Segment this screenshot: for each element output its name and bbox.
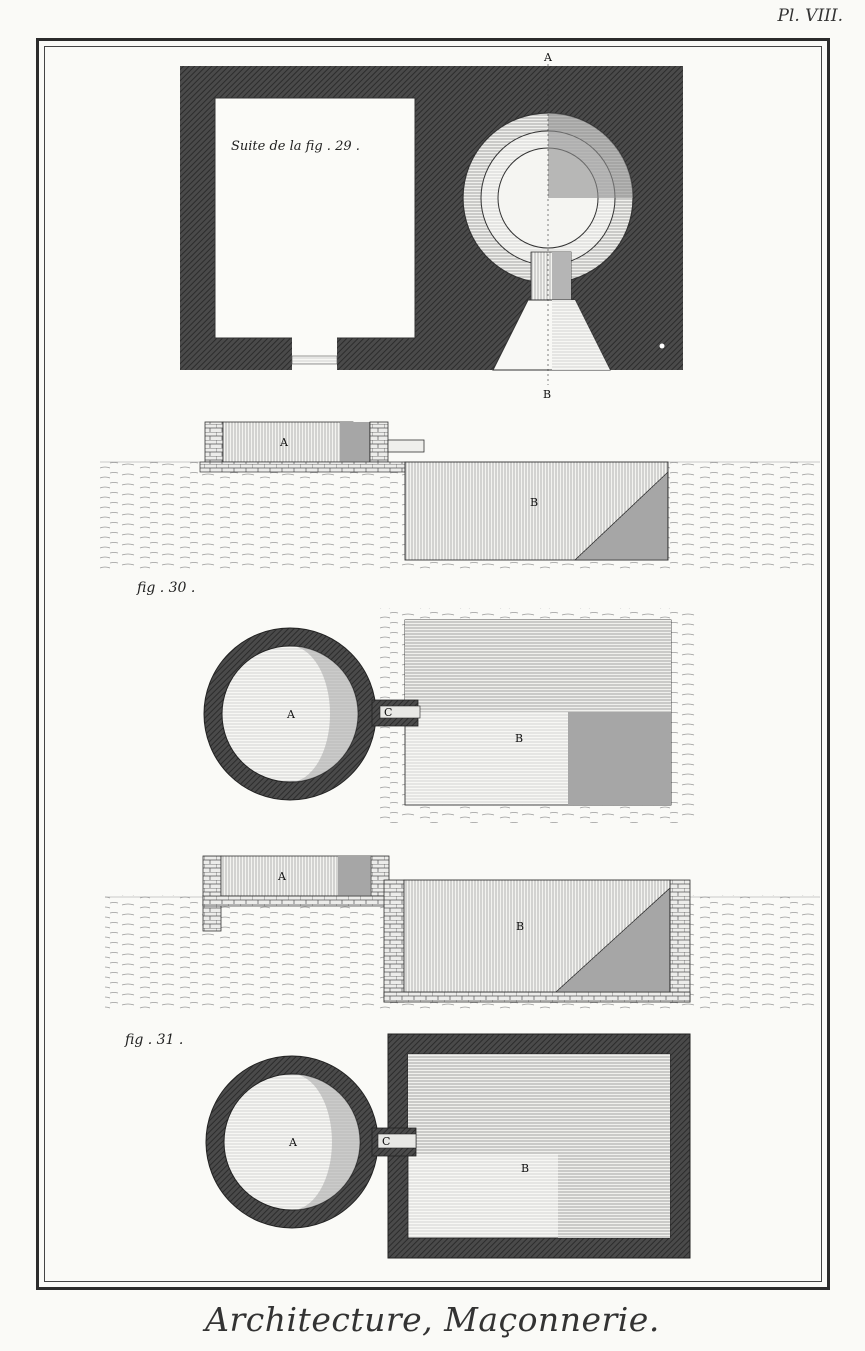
fig31-plan-label-b: B: [521, 1162, 530, 1175]
plate-number: Pl. VIII.: [777, 6, 843, 26]
fig30-plan-label-c: C: [384, 706, 393, 719]
fig29-plan: [180, 51, 683, 401]
fig31-caption: fig . 31 .: [125, 1032, 184, 1048]
fig30-plan-label-b: B: [515, 732, 524, 745]
fig29-label-a: A: [544, 51, 552, 64]
fig30-elev-label-a: A: [280, 436, 288, 449]
fig31-elevation: [105, 856, 820, 1010]
fig30-elev-label-b: B: [530, 496, 539, 509]
fig29-label-b: B: [543, 388, 552, 401]
fig31-plan-label-c: C: [382, 1135, 391, 1148]
fig31-plan-label-a: A: [289, 1136, 297, 1149]
fig29-door-opening: [292, 336, 337, 370]
fig29-caption: Suite de la fig . 29 .: [231, 139, 360, 154]
fig30-caption: fig . 30 .: [137, 580, 196, 596]
plate-title: Architecture, Maçonnerie.: [205, 1300, 660, 1339]
fig31-elev-label-b: B: [516, 920, 525, 933]
fig31-elev-label-a: A: [278, 870, 286, 883]
fig30-plan: [204, 608, 700, 823]
fig29-room: [215, 98, 415, 338]
fig31-plan: [206, 1034, 690, 1258]
fig30-plan-label-a: A: [287, 708, 295, 721]
fig30-basin-a: [223, 422, 353, 462]
fig30-pipe: [388, 440, 424, 452]
fig30-elevation: [100, 422, 820, 570]
